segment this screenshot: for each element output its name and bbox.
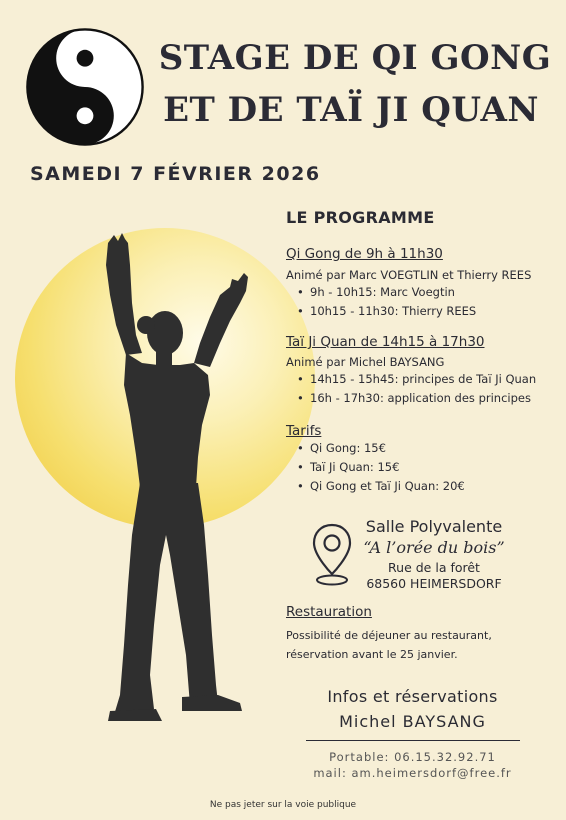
venue-name: Salle Polyvalente: [365, 517, 503, 536]
venue-city: 68560 HEIMERSDORF: [366, 576, 502, 591]
taiji-animator: Animé par Michel BAYSANG: [286, 355, 445, 369]
list-item: • 10h15 - 11h30: Thierry REES: [286, 302, 476, 321]
tarifs-list: [286, 439, 465, 496]
restauration-text: Possibilité de déjeuner au restaurant, réservation avant le 25 janvier.: [286, 629, 492, 661]
programme-heading: LE PROGRAMME: [286, 208, 435, 227]
contact-title: Infos et réservations: [327, 687, 498, 706]
list-item: • 9h - 10h15: Marc Voegtin: [286, 283, 476, 302]
qigong-animators: Animé par Marc VOEGTLIN et Thierry REES: [286, 268, 532, 282]
footer-note: Ne pas jeter sur la voie publique: [209, 800, 357, 810]
event-date: SAMEDI 7 FÉVRIER 2026: [30, 163, 321, 185]
contact-name: Michel BAYSANG: [339, 712, 486, 731]
list-item: • Taï Ji Quan: 15€: [286, 458, 465, 477]
list-item: • Qi Gong et Taï Ji Quan: 20€: [286, 477, 465, 496]
contact-mail: mail: am.heimersdorf@free.fr: [313, 766, 512, 780]
contact-phone: Portable: 06.15.32.92.71: [329, 750, 496, 764]
qigong-title: Qi Gong de 9h à 11h30: [286, 246, 443, 262]
silhouette-figure: [70, 225, 270, 725]
restauration-title: Restauration: [286, 604, 372, 620]
venue-subtitle: “A l’orée du bois”: [363, 538, 505, 557]
qigong-schedule-list: [286, 283, 476, 321]
venue-street: Rue de la forêt: [388, 560, 480, 575]
yin-yang-icon: [25, 27, 145, 147]
list-item: • 14h15 - 15h45: principes de Taï Ji Quan: [286, 370, 536, 389]
taiji-title: Taï Ji Quan de 14h15 à 17h30: [286, 334, 485, 350]
list-item: • 16h - 17h30: application des principes: [286, 389, 536, 408]
page-title-line1: STAGE DE QI GONG: [158, 38, 552, 78]
list-item: • Qi Gong: 15€: [286, 439, 465, 458]
page-title-line2: ET DE TAÏ JI QUAN: [163, 90, 539, 130]
divider: [306, 740, 520, 741]
tarifs-title: Tarifs: [286, 423, 322, 439]
taiji-schedule-list: [286, 370, 536, 408]
